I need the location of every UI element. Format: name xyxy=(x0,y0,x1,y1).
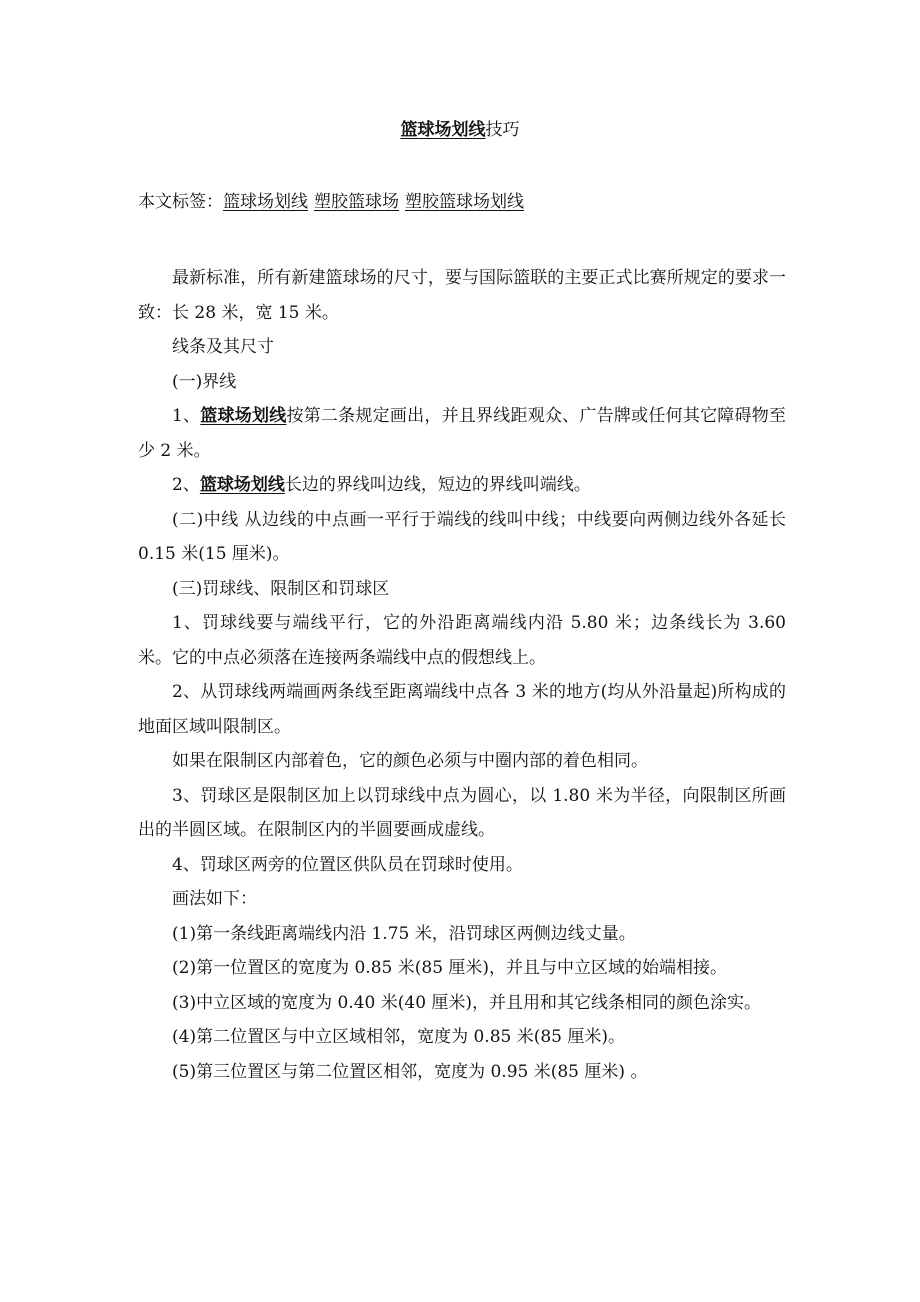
paragraph: (3)中立区域的宽度为 0.40 米(40 厘米)，并且用和其它线条相同的颜色涂实。 xyxy=(172,992,762,1013)
tags-line xyxy=(138,189,530,215)
tag-link[interactable]: 塑胶篮球场划线 xyxy=(405,192,524,212)
paragraph: (一)界线 xyxy=(172,371,237,392)
paragraph: 如果在限制区内部着色，它的颜色必须与中圈内部的着色相同。 xyxy=(172,751,648,771)
paragraph-text: 按第二条规定画出，并且界线距观众、广告牌或任何其它障碍物至少 2 米。 xyxy=(138,406,787,461)
paragraph: 1、罚球线要与端线平行，它的外沿距离端线内沿 5.80 米；边条线长为 3.60 米。它的中点必须落在连接两条端线中点的假想线上。 xyxy=(138,613,786,668)
paragraph-prefix: 1、 xyxy=(172,406,201,426)
tag-link[interactable]: 塑胶篮球场 xyxy=(314,192,399,212)
paragraph: (三)罚球线、限制区和罚球区 xyxy=(172,578,390,599)
paragraph: (二)中线 从边线的中点画一平行于端线的线叫中线；中线要向两侧边线外各延长 0.15 米(15 厘米)。 xyxy=(138,509,786,564)
paragraph: 2、从罚球线两端画两条线至距离端线中点各 3 米的地方(均从外沿量起)所构成的地面区域叫限制区。 xyxy=(138,682,786,737)
keyword-link[interactable]: 篮球场划线 xyxy=(199,475,285,495)
paragraph-text: 长边的界线叫边线，短边的界线叫端线。 xyxy=(284,475,591,495)
paragraph: 画法如下： xyxy=(172,889,257,909)
keyword-link[interactable]: 篮球场划线 xyxy=(200,406,287,426)
paragraph: 4、罚球区两旁的位置区供队员在罚球时使用。 xyxy=(172,854,523,875)
paragraph: 最新标准，所有新建篮球场的尺寸，要与国际篮联的主要正式比赛所规定的要求一致：长 28 米，宽 15 米。 xyxy=(138,268,786,323)
title-keyword-link[interactable]: 篮球场划线 xyxy=(400,120,486,140)
paragraph-prefix: 2、 xyxy=(172,475,200,495)
tags-label: 本文标签： xyxy=(138,192,223,212)
paragraph: 线条及其尺寸 xyxy=(172,337,274,357)
tag-link[interactable]: 篮球场划线 xyxy=(223,192,308,212)
paragraph: (4)第二位置区与中立区域相邻，宽度为 0.85 米(85 厘米)。 xyxy=(172,1027,626,1047)
paragraph: (2)第一位置区的宽度为 0.85 米(85 厘米)，并且与中立区域的始端相接。 xyxy=(172,958,728,978)
paragraph: (5)第三位置区与第二位置区相邻，宽度为 0.95 米(85 厘米) 。 xyxy=(172,1061,648,1082)
document-body xyxy=(138,261,786,1089)
paragraph xyxy=(138,399,786,468)
paragraph xyxy=(138,468,786,503)
document-title xyxy=(0,117,920,143)
paragraph: 3、罚球区是限制区加上以罚球线中点为圆心，以 1.80 米为半径，向限制区所画出的半圆区域。在限制区内的半圆要画成虚线。 xyxy=(138,785,786,840)
paragraph: (1)第一条线距离端线内沿 1.75 米，沿罚球区两侧边线丈量。 xyxy=(172,923,636,944)
title-rest: 技巧 xyxy=(485,120,520,140)
